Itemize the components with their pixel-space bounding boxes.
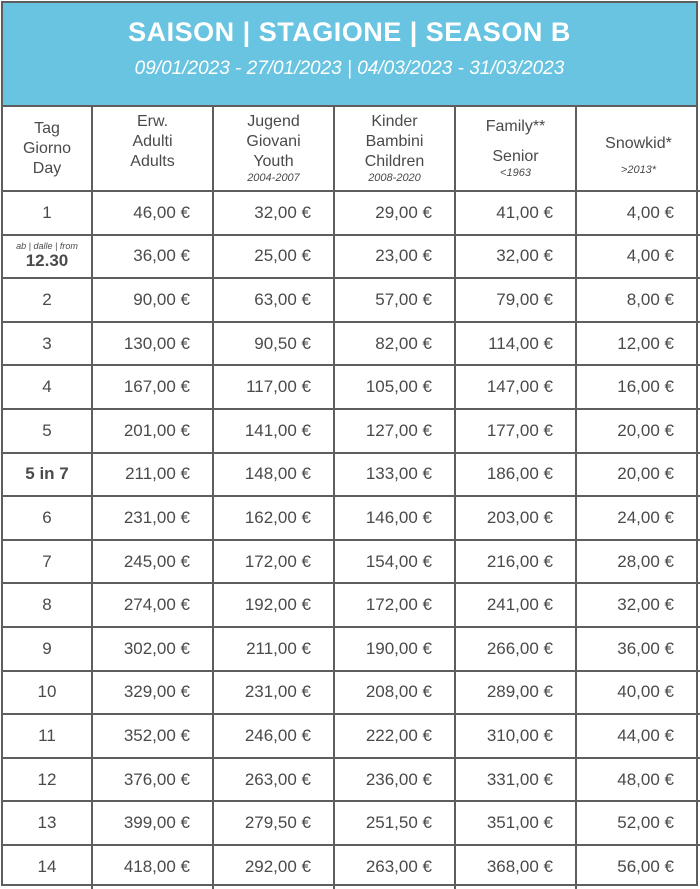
adults-price-cell: 130,00 € (92, 322, 213, 366)
snowkid-years: >2013* (620, 164, 657, 176)
children-years: 2008-2020 (368, 172, 421, 184)
header-family-senior (455, 107, 576, 191)
snowkid-price-cell: 32,00 € (576, 583, 700, 627)
children-price-cell: 154,00 € (334, 540, 455, 584)
adults-price-cell: 302,00 € (92, 627, 213, 671)
season-banner (3, 3, 696, 107)
children-price-cell: 208,00 € (334, 671, 455, 715)
family-label: Family** (485, 118, 546, 135)
children-price-cell: 29,00 € (334, 191, 455, 235)
day-cell: 5 in 7 (3, 453, 92, 497)
youth-price-cell: 211,00 € (213, 627, 334, 671)
youth-price-cell: 162,00 € (213, 496, 334, 540)
table-row (3, 845, 700, 889)
youth-price-cell: 292,00 € (213, 845, 334, 889)
day-cell: 13 (3, 801, 92, 845)
snowkid-price-cell: 48,00 € (576, 758, 700, 802)
youth-price-cell: 141,00 € (213, 409, 334, 453)
youth-price-cell: 25,00 € (213, 235, 334, 279)
adults-price-cell: 418,00 € (92, 845, 213, 889)
table-row (3, 627, 700, 671)
adults-price-cell: 90,00 € (92, 278, 213, 322)
senior-price-cell: 186,00 € (455, 453, 576, 497)
day-cell: 2 (3, 278, 92, 322)
day-cell: 10 (3, 671, 92, 715)
adults-price-cell: 245,00 € (92, 540, 213, 584)
adults-price-cell: 274,00 € (92, 583, 213, 627)
snowkid-price-cell: 4,00 € (576, 235, 700, 279)
youth-price-cell: 192,00 € (213, 583, 334, 627)
children-price-cell: 23,00 € (334, 235, 455, 279)
senior-price-cell: 241,00 € (455, 583, 576, 627)
season-title: SAISON | STAGIONE | SEASON B (128, 17, 571, 47)
table-row (3, 453, 700, 497)
children-price-cell: 236,00 € (334, 758, 455, 802)
youth-price-cell: 117,00 € (213, 365, 334, 409)
snowkid-price-cell: 24,00 € (576, 496, 700, 540)
children-price-cell: 82,00 € (334, 322, 455, 366)
senior-price-cell: 266,00 € (455, 627, 576, 671)
youth-price-cell: 172,00 € (213, 540, 334, 584)
table-row (3, 278, 700, 322)
senior-price-cell: 79,00 € (455, 278, 576, 322)
adults-price-cell: 36,00 € (92, 235, 213, 279)
table-row (3, 191, 700, 235)
adults-price-cell: 352,00 € (92, 714, 213, 758)
senior-label: Senior (492, 148, 539, 165)
youth-price-cell: 231,00 € (213, 671, 334, 715)
senior-price-cell: 41,00 € (455, 191, 576, 235)
adults-price-cell: 399,00 € (92, 801, 213, 845)
senior-price-cell: 351,00 € (455, 801, 576, 845)
senior-price-cell: 203,00 € (455, 496, 576, 540)
snowkid-price-cell: 4,00 € (576, 191, 700, 235)
day-cell: 14 (3, 845, 92, 889)
snowkid-label: Snowkid* (605, 135, 672, 152)
children-price-cell: 190,00 € (334, 627, 455, 671)
children-price-cell: 133,00 € (334, 453, 455, 497)
header-snowkid (576, 107, 700, 191)
day-cell: 1 (3, 191, 92, 235)
snowkid-price-cell: 8,00 € (576, 278, 700, 322)
youth-price-cell: 148,00 € (213, 453, 334, 497)
day-cell: 3 (3, 322, 92, 366)
day-cell: 9 (3, 627, 92, 671)
table-row (3, 409, 700, 453)
table-header-row (3, 107, 700, 191)
snowkid-price-cell: 44,00 € (576, 714, 700, 758)
season-dates: 09/01/2023 - 27/01/2023 | 04/03/2023 - 31/03/2023 (134, 58, 565, 79)
adults-price-cell: 376,00 € (92, 758, 213, 802)
snowkid-price-cell: 16,00 € (576, 365, 700, 409)
senior-price-cell: 177,00 € (455, 409, 576, 453)
table-row (3, 496, 700, 540)
day-cell (3, 235, 92, 279)
day-cell: 11 (3, 714, 92, 758)
adults-price-cell: 231,00 € (92, 496, 213, 540)
senior-price-cell: 32,00 € (455, 235, 576, 279)
table-row (3, 583, 700, 627)
header-adults: Erw. Adulti Adults (92, 107, 213, 191)
senior-price-cell: 310,00 € (455, 714, 576, 758)
senior-years: <1963 (500, 167, 531, 179)
table-row (3, 758, 700, 802)
day-cell: 6 (3, 496, 92, 540)
table-row (3, 671, 700, 715)
table-row (3, 801, 700, 845)
header-day: Tag Giorno Day (3, 107, 92, 191)
snowkid-price-cell: 20,00 € (576, 453, 700, 497)
table-row (3, 365, 700, 409)
children-price-cell: 251,50 € (334, 801, 455, 845)
snowkid-price-cell: 12,00 € (576, 322, 700, 366)
children-price-cell: 222,00 € (334, 714, 455, 758)
children-price-cell: 127,00 € (334, 409, 455, 453)
youth-price-cell: 90,50 € (213, 322, 334, 366)
day-cell: 4 (3, 365, 92, 409)
youth-price-cell: 246,00 € (213, 714, 334, 758)
table-row (3, 714, 700, 758)
snowkid-price-cell: 28,00 € (576, 540, 700, 584)
youth-price-cell: 63,00 € (213, 278, 334, 322)
adults-price-cell: 211,00 € (92, 453, 213, 497)
price-sheet (1, 1, 698, 886)
children-price-cell: 146,00 € (334, 496, 455, 540)
day-note: ab | dalle | from (16, 241, 78, 252)
header-children: Kinder Bambini Children 2008-2020 (334, 107, 455, 191)
header-youth: Jugend Giovani Youth 2004-2007 (213, 107, 334, 191)
youth-price-cell: 32,00 € (213, 191, 334, 235)
senior-price-cell: 368,00 € (455, 845, 576, 889)
snowkid-price-cell: 40,00 € (576, 671, 700, 715)
youth-price-cell: 279,50 € (213, 801, 334, 845)
price-table (3, 107, 700, 889)
senior-price-cell: 331,00 € (455, 758, 576, 802)
children-price-cell: 57,00 € (334, 278, 455, 322)
price-rows (3, 191, 700, 889)
day-cell: 7 (3, 540, 92, 584)
table-row (3, 235, 700, 279)
youth-years: 2004-2007 (247, 172, 300, 184)
senior-price-cell: 216,00 € (455, 540, 576, 584)
youth-price-cell: 263,00 € (213, 758, 334, 802)
adults-price-cell: 46,00 € (92, 191, 213, 235)
snowkid-price-cell: 20,00 € (576, 409, 700, 453)
adults-price-cell: 329,00 € (92, 671, 213, 715)
adults-price-cell: 201,00 € (92, 409, 213, 453)
children-price-cell: 105,00 € (334, 365, 455, 409)
children-price-cell: 263,00 € (334, 845, 455, 889)
day-label: 12.30 (25, 251, 69, 271)
day-cell: 5 (3, 409, 92, 453)
senior-price-cell: 289,00 € (455, 671, 576, 715)
day-cell: 8 (3, 583, 92, 627)
snowkid-price-cell: 56,00 € (576, 845, 700, 889)
day-cell: 12 (3, 758, 92, 802)
senior-price-cell: 114,00 € (455, 322, 576, 366)
snowkid-price-cell: 52,00 € (576, 801, 700, 845)
snowkid-price-cell: 36,00 € (576, 627, 700, 671)
senior-price-cell: 147,00 € (455, 365, 576, 409)
adults-price-cell: 167,00 € (92, 365, 213, 409)
table-row (3, 540, 700, 584)
table-row (3, 322, 700, 366)
children-price-cell: 172,00 € (334, 583, 455, 627)
